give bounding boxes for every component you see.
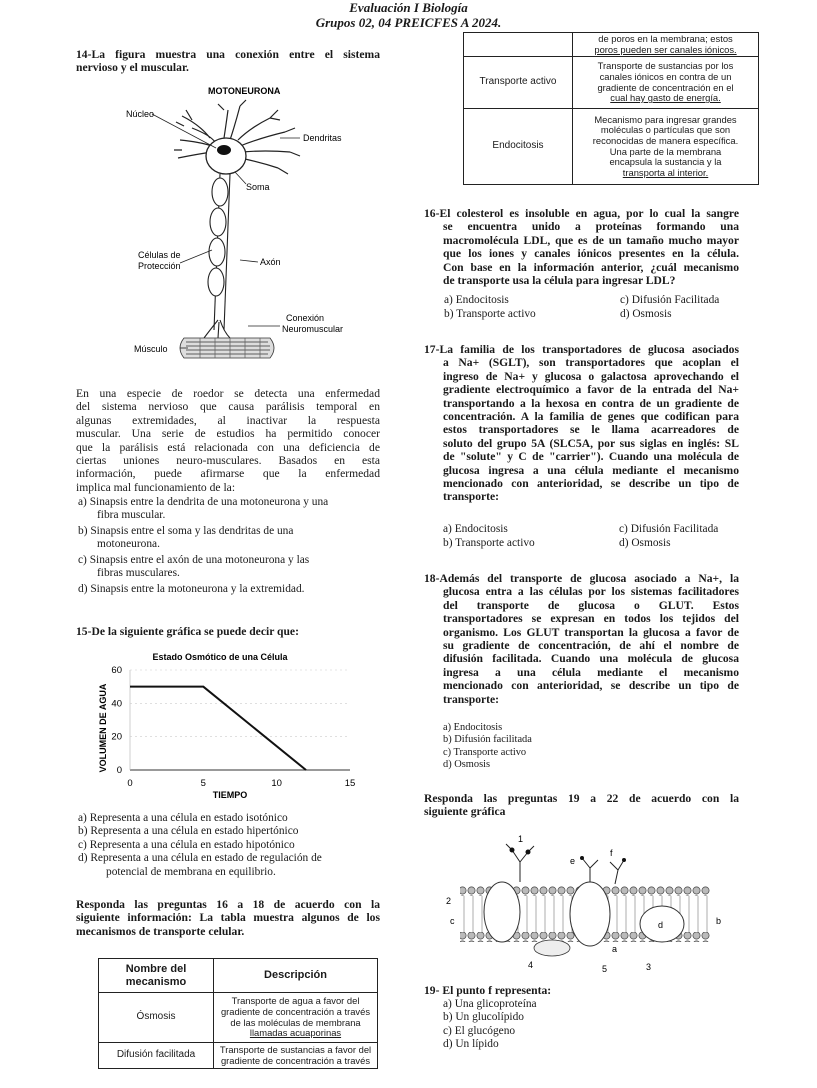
membrane-label-e: e (570, 856, 576, 866)
q14-stem-line: 14-La figura muestra una conexión entre el sistema (76, 48, 380, 61)
q14-option-a-cont: fibra muscular. (97, 509, 166, 522)
table-row-desc (573, 57, 759, 109)
desc-line: Transporte de agua a favor del (231, 995, 360, 1007)
intro-line: Responda las preguntas 19 a 22 de acuerdo con la (424, 792, 739, 805)
membrane-label-3: 3 (646, 962, 652, 972)
q19-option-a[interactable]: a) Una glicoproteína (443, 998, 537, 1010)
q18-line: ingresa a una célula mediante el mecanismo (443, 665, 739, 679)
q17-option-b[interactable]: b) Transporte activo (443, 537, 535, 549)
membrane-label-5: 5 (602, 964, 608, 974)
q18-option-d[interactable]: d) Osmosis (443, 759, 491, 771)
cell-membrane-diagram (440, 832, 730, 977)
q18-option-a[interactable]: a) Endocitosis (443, 722, 503, 733)
chart-series (130, 687, 306, 770)
q15-stem: 15-De la siguiente gráfica se puede decir que: (76, 625, 299, 638)
q18-line: glucosa entra a las células por los sistemas facilitadores (443, 585, 739, 599)
table-header-name: Nombre del mecanismo (99, 959, 214, 993)
q18-line: difusión facilitada. Cuando una molécula de glucosa (443, 652, 739, 666)
chart-x-tick-label: 10 (271, 778, 282, 789)
desc-line: canales iónicos en contra de un (599, 70, 732, 82)
chart-x-tick-label: 0 (127, 778, 133, 789)
q19-stem: 19- El punto f representa: (424, 984, 552, 997)
q19-options (443, 998, 733, 1052)
desc-line: Mecanismo para ingresar grandes (594, 113, 737, 125)
header-title: Evaluación I Biología (349, 0, 468, 15)
label-dendritas: Dendritas (303, 133, 342, 143)
q17-line: de "solute" y C de "carrier"). Cuando una molécula de (443, 450, 739, 464)
desc-line: gradiente de concentración a través (220, 1054, 371, 1066)
osmotic-chart (90, 648, 380, 808)
q18-option-b[interactable]: b) Difusión facilitada (443, 734, 532, 746)
chart-x-tick-label: 15 (344, 778, 356, 789)
membrane-label-b: b (716, 916, 722, 926)
desc-line: Una parte de la membrana (609, 145, 722, 157)
label-musculo: Músculo (134, 344, 168, 354)
desc-line: cual hay gasto de energía. (610, 92, 721, 104)
q14-option-b-cont: motoneurona. (97, 538, 160, 551)
q19-option-b[interactable]: b) Un glucolípido (443, 1011, 524, 1024)
q17-line: transportando a la hexosa en contra de un gradiente de (443, 396, 739, 410)
q14-stem-line: nervioso y el muscular. (76, 61, 189, 75)
desc-line: Transporte de sustancias a favor del (219, 1043, 372, 1055)
q16-option-d[interactable]: d) Osmosis (620, 308, 672, 320)
intro-line: siguiente gráfica (424, 805, 506, 819)
q16-line: que los iones y canales iónicos presentes en la célula. (443, 247, 739, 261)
q16-line: de transporte usa la célula para ingresar LDL? (443, 274, 676, 288)
axon-drawing (204, 174, 230, 338)
chart-grid (130, 670, 350, 770)
paragraph-line: En una especie de roedor se detecta una enfermedad (76, 387, 380, 400)
q18-options (443, 722, 733, 772)
q18-option-c[interactable]: c) Transporte activo (443, 746, 527, 758)
chain-dots (510, 848, 627, 863)
table-row-name: Transporte activo (464, 57, 573, 109)
q15-option-d[interactable]: d) Representa a una célula en estado de regulación de (78, 852, 322, 865)
q16-option-a[interactable]: a) Endocitosis (444, 294, 509, 306)
label-nucleo: Núcleo (126, 109, 155, 119)
membrane-label-f: f (610, 848, 613, 858)
nucleus-shape (217, 145, 231, 155)
table-row-name: Difusión facilitada (99, 1043, 214, 1069)
q15-option-c[interactable]: c) Representa a una célula en estado hipotónico (78, 838, 295, 851)
paragraph-line: que la parálisis está relacionada con una deficiencia de (76, 440, 380, 454)
q16-stem (424, 207, 739, 287)
membrane-label-4: 4 (528, 960, 534, 970)
muscle-drawing (180, 338, 274, 358)
integral-protein (570, 882, 610, 946)
transport-table-part2 (463, 32, 759, 185)
q16-line: 16-El colesterol es insoluble en agua, por lo cual la sangre (424, 207, 739, 220)
q17-line: soluto del grupo 5A (SLC5A, por sus siglas en inglés: SL (443, 436, 739, 450)
q16-line: macromolécula LDL, que es de un tamaño mucho mayor (443, 233, 739, 247)
q18-line: 18-Además del transporte de glucosa asociado a Na+, la (424, 572, 739, 585)
q14-option-b[interactable]: b) Sinapsis entre el soma y las dendritas de una (78, 524, 294, 537)
q14-option-d[interactable]: d) Sinapsis entre la motoneurona y la extremidad. (78, 583, 305, 596)
desc-line: poros pueden ser canales iónicos. (594, 43, 737, 55)
q18-line: transporte: (443, 692, 500, 706)
q17-option-a[interactable]: a) Endocitosis (443, 523, 508, 535)
peripheral-protein (534, 940, 570, 956)
q14-option-c-cont: fibras musculares. (97, 567, 180, 580)
membrane-label-c: c (450, 916, 455, 926)
membrane-label-2: 2 (446, 896, 452, 906)
q17-line: 17-La familia de los transportadores de glucosa asociados (424, 343, 739, 356)
q18-line: transportadores se expresan en todos los tejidos del (443, 612, 739, 626)
desc-line: transporta al interior. (622, 166, 709, 178)
q19-option-c[interactable]: c) El glucógeno (443, 1024, 516, 1037)
chart-x-tick-label: 5 (200, 778, 206, 789)
intro-19-22 (424, 792, 739, 819)
desc-line: gradiente de concentración a través (220, 1005, 371, 1017)
q17-stem (424, 343, 739, 504)
q19-option-d[interactable]: d) Un lípido (443, 1038, 499, 1051)
q17-line: glucosa ingresa a una célula mediante el mecanismo (443, 463, 739, 477)
q17-line: mencionado con anterioridad, se describe un tipo de (443, 477, 739, 491)
motoneuron-figure (120, 80, 380, 370)
paragraph-line: ciertas uniones neuro-musculares. Basados en esta (76, 454, 380, 468)
intro-line: Responda las preguntas 16 a 18 de acuerdo con la (76, 898, 380, 911)
membrane-label-d: d (658, 920, 664, 930)
chart-y-tick-label: 0 (116, 765, 122, 776)
paragraph-line: algunas extremidades, al inactivar la respuesta (76, 413, 380, 427)
q14-option-a[interactable]: a) Sinapsis entre la dendrita de una motoneurona y una (78, 496, 329, 508)
intro-line: mecanismos de transporte celular. (76, 924, 245, 938)
label-neuromuscular: Neuromuscular (282, 324, 344, 334)
q18-line: mencionado con anterioridad, se describe un tipo de (443, 679, 739, 693)
q17-option-c[interactable]: c) Difusión Facilitada (619, 523, 719, 535)
q17-line: estos transportadores se le llama acarreadores de (443, 423, 739, 437)
q17-line: concentración. A la familia de genes que codifican para (443, 410, 739, 424)
chart-y-tick-label: 20 (111, 731, 122, 743)
q18-line: organismo. Los GLUT transportan la glucosa a favor de (443, 625, 739, 639)
table-row-desc (573, 109, 759, 185)
q18-line: su gradiente de concentración, de ahí el nombre de (443, 639, 739, 653)
q17-options (443, 523, 743, 551)
q16-option-c[interactable]: c) Difusión Facilitada (620, 294, 720, 306)
table-header-desc: Descripción (214, 959, 378, 993)
chart-title: Estado Osmótico de una Célula (152, 652, 288, 662)
q17-line: transporte: (443, 490, 500, 504)
intro-16-18 (76, 898, 380, 938)
chart-series-line (130, 687, 306, 770)
q17-line: ingreso de Na+ y glucosa o galactosa aprovechando el (443, 369, 739, 383)
desc-line: encapsula la sustancia y la (609, 156, 722, 168)
desc-line: de las moléculas de membrana (230, 1016, 361, 1028)
integral-protein-c (484, 882, 520, 942)
paragraph-line: del sistema nervioso que causa parálisis temporal en (76, 400, 380, 414)
q17-option-d[interactable]: d) Osmosis (619, 537, 671, 549)
label-celulas-de: Células de (138, 250, 181, 260)
q17-line: a Na+ (SGLT), son transportadores que acoplan el (443, 356, 739, 370)
table-row-name: Ósmosis (99, 993, 214, 1043)
q16-line: Con base en la información anterior, ¿cuál mecanismo (443, 260, 739, 274)
desc-line: Transporte de sustancias por los (597, 60, 734, 72)
chart-y-tick-label: 40 (111, 698, 122, 710)
membrane-label-a: a (612, 944, 618, 954)
q16-options (444, 294, 744, 322)
q15-option-a[interactable]: a) Representa a una célula en estado isotónico (78, 812, 288, 824)
label-proteccion: Protección (138, 261, 181, 271)
chart-xlabel: TIEMPO (212, 790, 248, 800)
table-row-name (464, 33, 573, 57)
q18-stem (424, 572, 739, 706)
table-row-desc (214, 993, 378, 1043)
chart-y-tick-label: 60 (111, 665, 122, 676)
header-subtitle: Grupos 02, 04 PREICFES A 2024. (315, 15, 502, 30)
table-row-desc (573, 33, 759, 57)
q16-option-b[interactable]: b) Transporte activo (444, 308, 536, 320)
label-soma: Soma (246, 182, 270, 192)
paragraph-line: información, puede afirmarse que la enfermedad (76, 467, 380, 481)
transport-table-part1 (98, 958, 378, 1069)
q18-line: del transporte de glucosa o GLUT. Estos (443, 598, 739, 612)
desc-line: de poros en la membrana; estos (598, 32, 733, 44)
label-axon: Axón (260, 257, 281, 267)
desc-line: gradiente de concentración en el (597, 81, 734, 93)
chart-ylabel: VOLUMEN DE AGUA (98, 683, 108, 773)
q14-paragraph (76, 387, 380, 494)
table-row-name: Endocitosis (464, 109, 573, 185)
motoneuron-title: MOTONEURONA (208, 86, 281, 96)
paragraph-line: muscular. Una serie de estudios ha permitido conocer (76, 427, 380, 441)
membrane-label-1: 1 (518, 834, 524, 844)
desc-line: reconocidas de manera específica. (592, 134, 739, 146)
q15-option-d-cont: potencial de membrana en equilibrio. (106, 865, 276, 878)
desc-line: llamadas acuaporinas (249, 1027, 342, 1039)
label-conexion: Conexión (286, 313, 325, 323)
q15-option-b[interactable]: b) Representa a una célula en estado hipertónico (78, 825, 299, 838)
desc-line: moléculas o partículas que son (600, 124, 731, 136)
q14-options (78, 496, 380, 597)
carbohydrate-chains (506, 844, 624, 884)
intro-line: siguiente información: La tabla muestra algunos de los (76, 911, 380, 925)
q14-option-c[interactable]: c) Sinapsis entre el axón de una motoneurona y las (78, 553, 310, 566)
q15-options (78, 812, 380, 879)
q14-stem (76, 48, 380, 75)
soma-shape (206, 138, 246, 174)
q16-line: se encuentra unido a proteínas formando una (443, 220, 739, 234)
table-row-desc (214, 1043, 378, 1069)
q17-line: gradiente electroquímico a favor de la entrada del Na+ (443, 383, 739, 397)
paragraph-line: implica mal funcionamiento de la: (76, 480, 236, 494)
